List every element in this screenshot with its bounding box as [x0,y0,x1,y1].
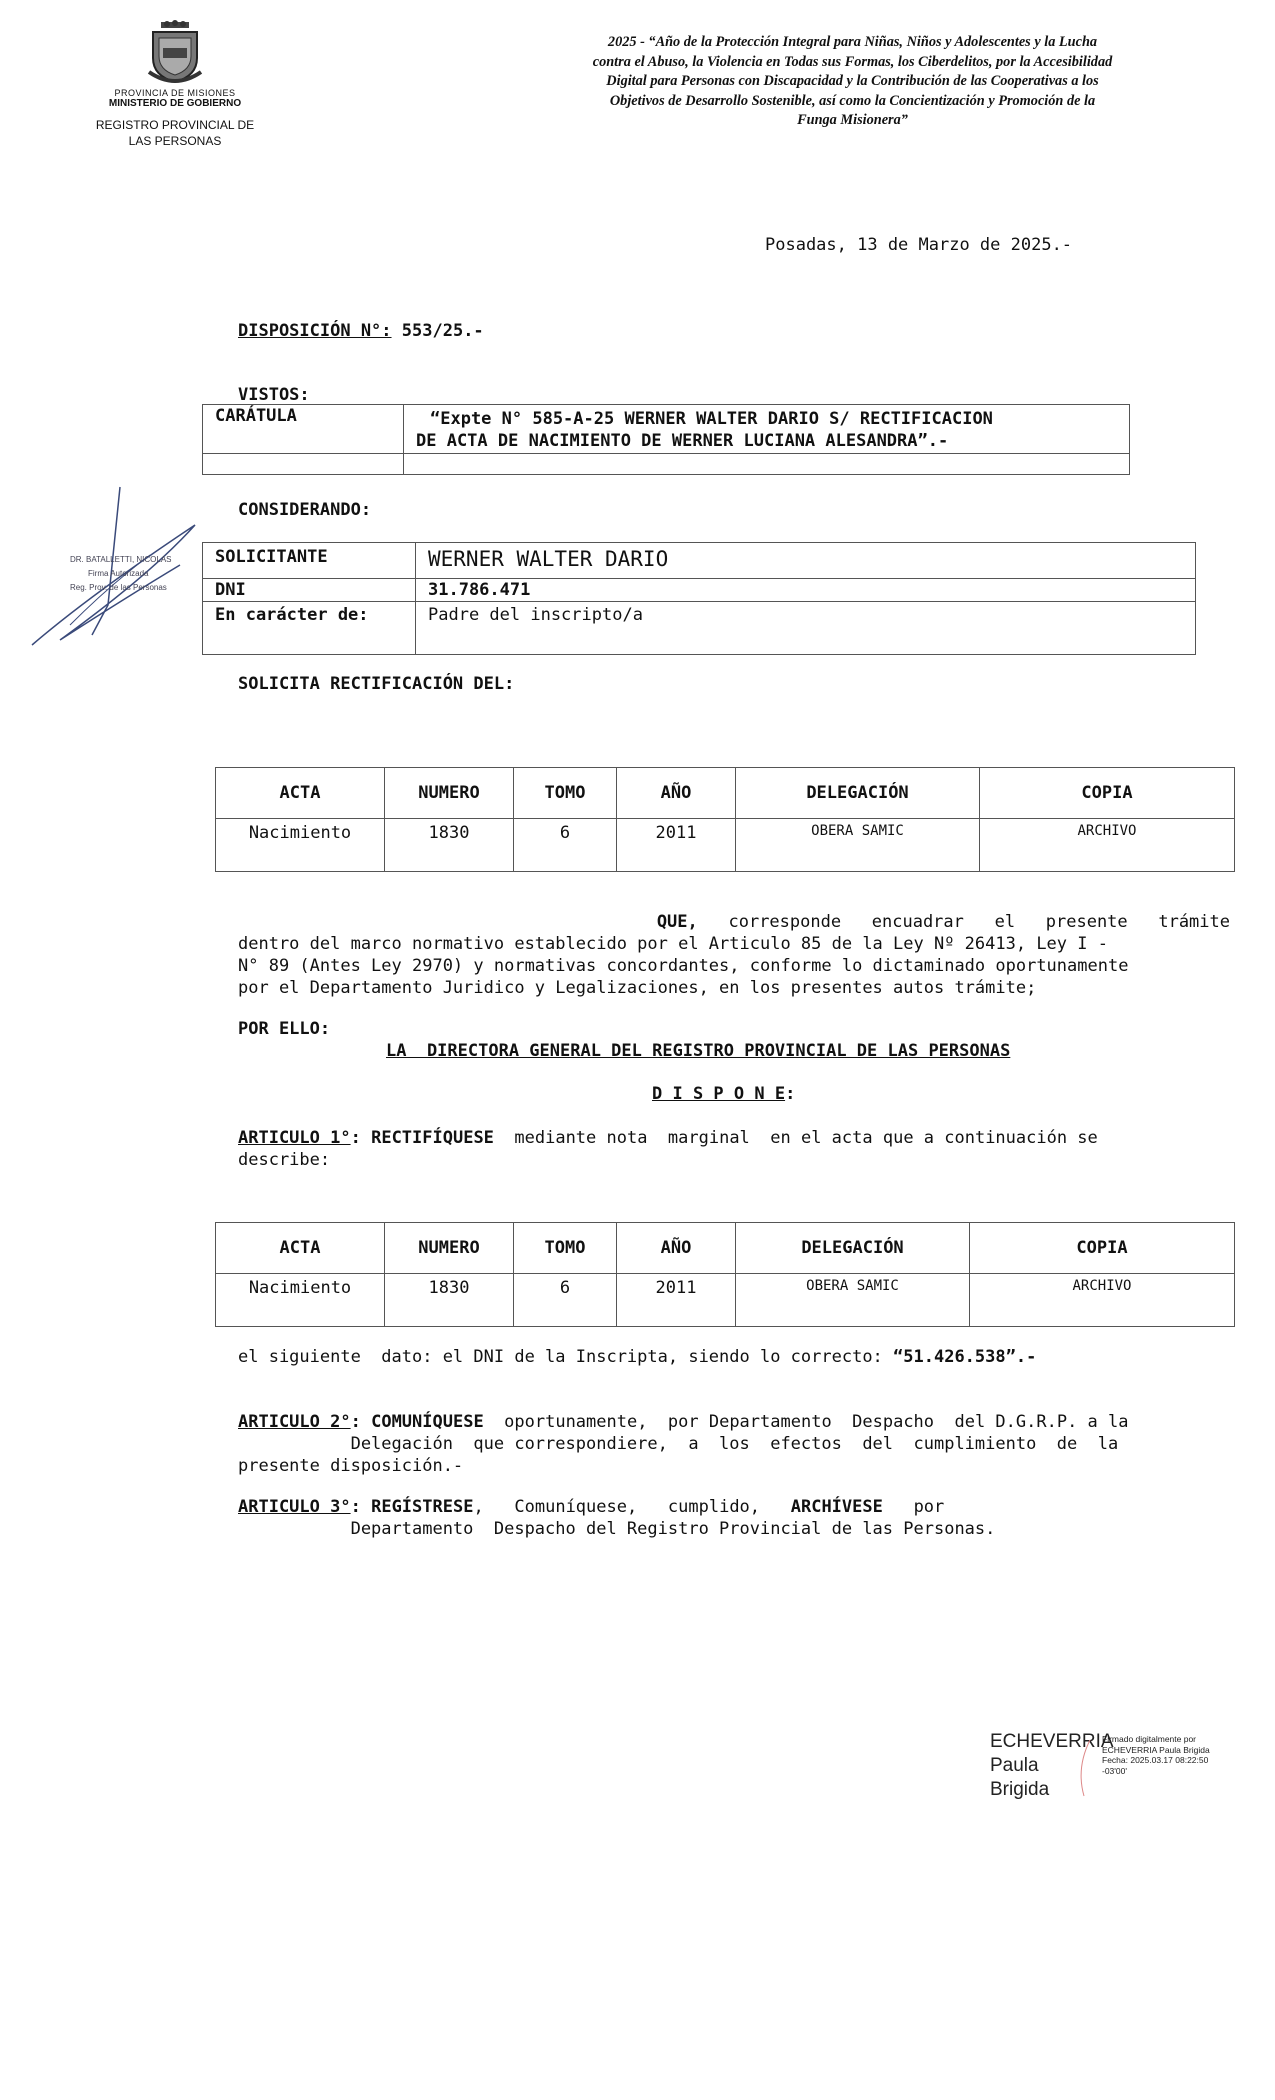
caratula-empty-cell [203,454,404,475]
caratula-line1: “Expte N° 585-A-25 WERNER WALTER DARIO S/ RECTIFICACION [430,409,993,429]
cell: 1830 [385,1274,514,1327]
col-header: TOMO [514,768,617,819]
article-2 [238,1411,1230,1477]
cell: ARCHIVO [970,1274,1235,1327]
article-3-mid: , Comuníquese, cumplido, [473,1497,791,1517]
article-3-keyword2: ARCHÍVESE [790,1497,883,1517]
org-registry-line1: REGISTRO PROVINCIAL DE [95,118,255,132]
disposition-label: DISPOSICIÓN N°: [238,321,392,341]
signature-detail-line: Firmado digitalmente por [1102,1734,1197,1744]
que-line1 [238,911,1230,933]
col-header: AÑO [617,1223,736,1274]
caratula-line2: DE ACTA DE NACIMIENTO DE WERNER LUCIANA ALESANDRA”.- [416,431,949,451]
col-header: ACTA [216,1223,385,1274]
dni-value: 31.786.471 [416,579,1196,602]
digital-signature-details [1102,1734,1232,1776]
article-1-line2: describe: [238,1150,331,1170]
stamp-line: Reg. Prov. de las Personas [70,583,167,592]
signer-name-line2: Paula Brigida [990,1755,1050,1800]
col-header: NUMERO [385,768,514,819]
por-ello-heading: POR ELLO: [238,1019,331,1039]
article-2-line2: Delegación que correspondiere, a los efectos del cumplimiento de la [238,1434,1119,1454]
col-header: COPIA [970,1223,1235,1274]
caratula-label: CARÁTULA [203,405,404,454]
acta-table-original [215,767,1235,872]
article-3-label: ARTICULO 3° [238,1497,351,1517]
dni-label: DNI [203,579,416,602]
cell: 6 [514,819,617,872]
que-line2: dentro del marco normativo establecido por el Articulo 85 de la Ley Nº 26413, Ley I - [238,934,1108,954]
article-1-label: ARTICULO 1° [238,1128,351,1148]
corrected-dni-value: “51.426.538”.- [893,1347,1037,1367]
org-province: PROVINCIA DE MISIONES [114,88,236,98]
col-header: TOMO [514,1223,617,1274]
capacity-label: En carácter de: [203,602,416,655]
cell: ARCHIVO [980,819,1235,872]
cell: 2011 [617,819,736,872]
article-1-rest: mediante nota marginal en el acta que a continuación se [493,1128,1098,1148]
article-1-colon: : [350,1128,361,1148]
col-header: NUMERO [385,1223,514,1274]
table-row [216,1274,1235,1327]
applicant-value: WERNER WALTER DARIO [416,543,1196,579]
motto-line: Digital para Personas con Discapacidad y la Contribución de las Cooperativas a los [606,73,1099,89]
motto-line: contra el Abuso, la Violencia en Todas sus Formas, los Ciberdelitos, por la Accesibilidad [592,53,1113,70]
article-2-label: ARTICULO 2° [238,1412,351,1432]
caratula-value [404,405,1130,454]
dispone-heading [652,1083,795,1105]
que-line1-rest: corresponde encuadrar el presente trámite [728,912,1230,932]
col-header: ACTA [216,768,385,819]
article-3-colon: : [350,1497,361,1517]
cell: OBERA SAMIC [736,819,980,872]
stamp-line: Firma Autorizada [88,569,149,578]
motto-line: 2025 - “Año de la Protección Integral para Niñas, Niños y Adolescentes y la Lucha [607,34,1098,50]
acta-table-rectified [215,1222,1235,1327]
que-lead: QUE, [656,912,698,932]
corrected-data-line [238,1346,1036,1368]
que-paragraph [238,911,1230,999]
motto-line: Objetivos de Desarrollo Sostenible, así como la Concientización y Promoción de la [609,92,1096,109]
caratula-empty-cell [404,454,1130,475]
cell: 2011 [617,1274,736,1327]
provincial-seal-icon [143,20,207,86]
applicant-label: SOLICITANTE [203,543,416,579]
org-ministry: MINISTERIO DE GOBIERNO [108,98,242,109]
col-header: DELEGACIÓN [736,768,980,819]
director-heading: LA DIRECTORA GENERAL DEL REGISTRO PROVINCIAL DE LAS PERSONAS [386,1041,1011,1061]
signature-detail-line: Fecha: 2025.03.17 08:22:50 [1102,1755,1209,1765]
article-2-line1 [238,1411,1230,1433]
col-header: AÑO [617,768,736,819]
request-heading: SOLICITA RECTIFICACIÓN DEL: [238,674,515,694]
dispone-text: D I S P O N E [652,1084,786,1104]
article-2-keyword: COMUNÍQUESE [371,1412,484,1432]
year-motto [540,33,1165,131]
que-line4: por el Departamento Juridico y Legalizaciones, en los presentes autos trámite; [238,978,1037,998]
article-1-line1 [238,1127,1230,1149]
article-1-keyword: RECTIFÍQUESE [371,1128,494,1148]
dispone-colon: : [785,1084,796,1104]
article-3-line2: Departamento Despacho del Registro Provincial de las Personas. [238,1519,996,1539]
caratula-table [202,404,1130,475]
org-registry-line2: LAS PERSONAS [128,134,222,148]
col-header: COPIA [980,768,1235,819]
org-registry [75,117,275,149]
signer-name-line1: ECHEVERRIA [990,1731,1114,1752]
stamp-text [70,553,172,595]
cell: OBERA SAMIC [736,1274,970,1327]
applicant-table [202,542,1196,655]
signature-detail-line: -03'00' [1102,1765,1127,1776]
article-3-rest: por [882,1497,945,1517]
date-line: Posadas, 13 de Marzo de 2025.- [765,235,1073,255]
article-2-line3: presente disposición.- [238,1456,464,1476]
authorized-signature-stamp [30,485,210,655]
article-3-line1 [238,1496,1230,1518]
que-line3: N° 89 (Antes Ley 2970) y normativas concordantes, conforme lo dictaminado oportunamente [238,956,1129,976]
stamp-line: DR. BATALLETTI, NICOLAS [70,555,172,564]
vistos-heading: VISTOS: [238,385,310,405]
table-header-row [216,768,1235,819]
article-2-colon: : [350,1412,361,1432]
cell: 6 [514,1274,617,1327]
table-header-row [216,1223,1235,1274]
capacity-value: Padre del inscripto/a [416,602,1196,655]
col-header: DELEGACIÓN [736,1223,970,1274]
article-2-rest: oportunamente, por Departamento Despacho del D.G.R.P. a la [483,1412,1129,1432]
article-3 [238,1496,1230,1540]
signature-flourish-icon [1070,1738,1100,1798]
article-1 [238,1127,1230,1171]
cell: 1830 [385,819,514,872]
article-3-keyword1: REGÍSTRESE [371,1497,474,1517]
registry-logo-block [75,20,275,149]
disposition-value: 553/25.- [401,321,484,341]
table-row [216,819,1235,872]
disposition-number [238,320,484,342]
signature-detail-line: ECHEVERRIA Paula Brigida [1102,1744,1210,1755]
cell: Nacimiento [216,819,385,872]
cell: Nacimiento [216,1274,385,1327]
corrected-data-prefix: el siguiente dato: el DNI de la Inscripta, siendo lo correcto: [238,1347,894,1367]
motto-line: Funga Misionera” [797,112,908,128]
considerando-heading: CONSIDERANDO: [238,500,372,520]
